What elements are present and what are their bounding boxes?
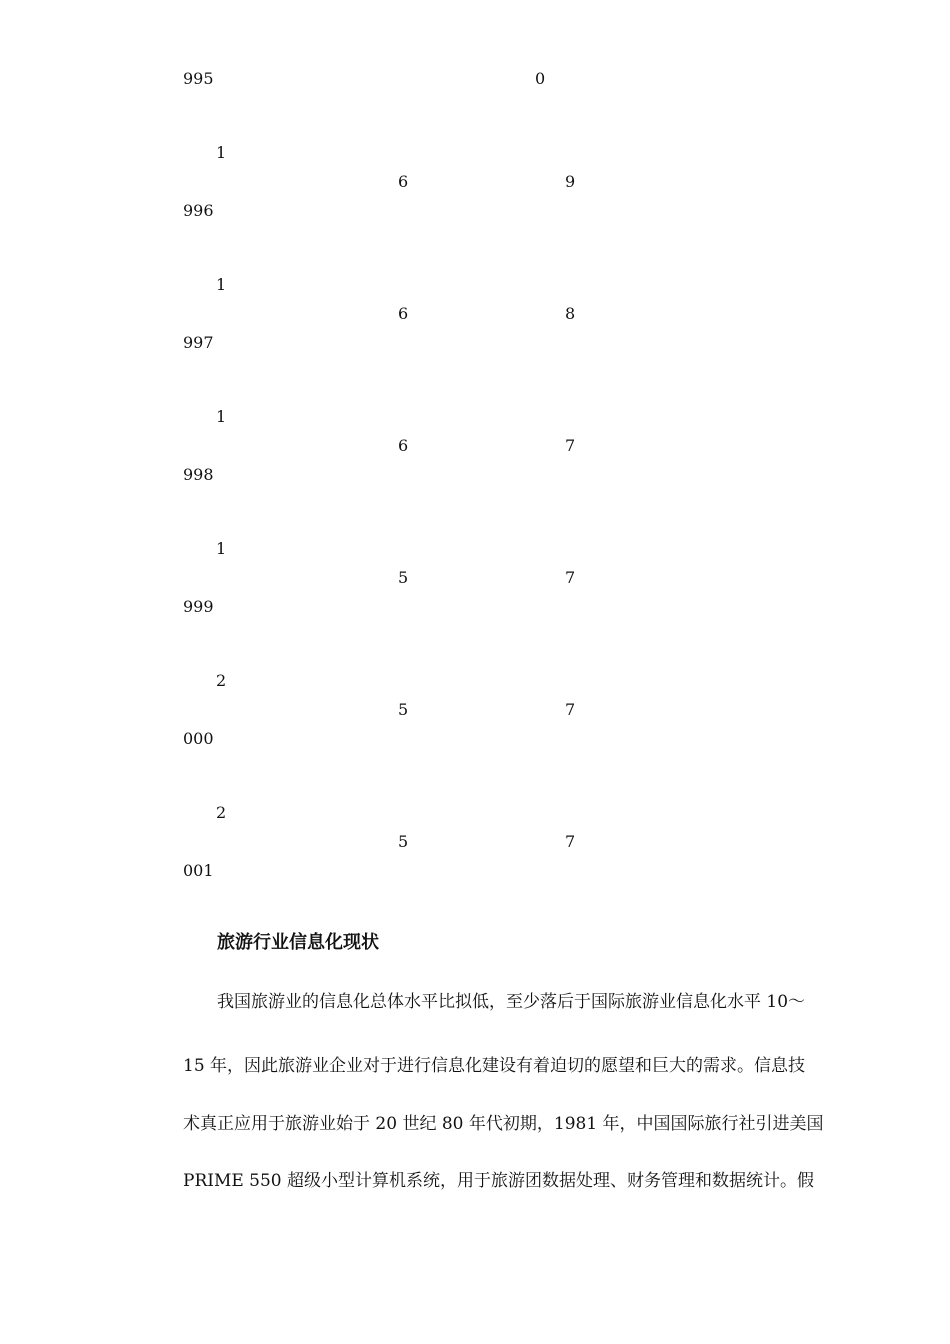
table-row [0, 671, 950, 751]
paragraph-line: 我国旅游业的信息化总体水平比拟低，至少落后于国际旅游业信息化水平 10～ [217, 992, 806, 1012]
table-row [0, 143, 950, 223]
value-col3: 7 [565, 568, 576, 587]
paragraph-line: 15 年，因此旅游业企业对于进行信息化建设有着迫切的愿望和巨大的需求。信息技 [183, 1056, 806, 1076]
year-tail: 001 [183, 861, 214, 880]
paragraph-line: 术真正应用于旅游业始于 20 世纪 80 年代初期，1981 年，中国国际旅行社引进美国 [183, 1114, 824, 1134]
year-tail: 000 [183, 729, 214, 748]
year-head: 2 [216, 803, 227, 822]
value-col3: 0 [535, 69, 546, 88]
value-col2: 5 [398, 700, 409, 719]
year-tail: 996 [183, 201, 214, 220]
year-head: 1 [216, 275, 227, 294]
paragraph-line: PRIME 550 超级小型计算机系统，用于旅游团数据处理、财务管理和数据统计。假 [183, 1171, 815, 1191]
section-heading: 旅游行业信息化现状 [217, 932, 379, 953]
year-head: 1 [216, 407, 227, 426]
value-col3: 7 [565, 700, 576, 719]
year-tail: 995 [183, 69, 214, 88]
value-col3: 7 [565, 832, 576, 851]
table-row [0, 407, 950, 487]
table-row [0, 803, 950, 883]
year-head: 1 [216, 143, 227, 162]
value-col3: 8 [565, 304, 576, 323]
year-head: 2 [216, 671, 227, 690]
value-col3: 7 [565, 436, 576, 455]
year-tail: 999 [183, 597, 214, 616]
value-col2: 5 [398, 832, 409, 851]
value-col2: 6 [398, 304, 409, 323]
year-tail: 997 [183, 333, 214, 352]
value-col2: 6 [398, 172, 409, 191]
year-head: 1 [216, 539, 227, 558]
year-tail: 998 [183, 465, 214, 484]
value-col2: 5 [398, 568, 409, 587]
table-row-first [0, 60, 950, 140]
table-row [0, 275, 950, 355]
value-col3: 9 [565, 172, 576, 191]
value-col2: 6 [398, 436, 409, 455]
table-row [0, 539, 950, 619]
